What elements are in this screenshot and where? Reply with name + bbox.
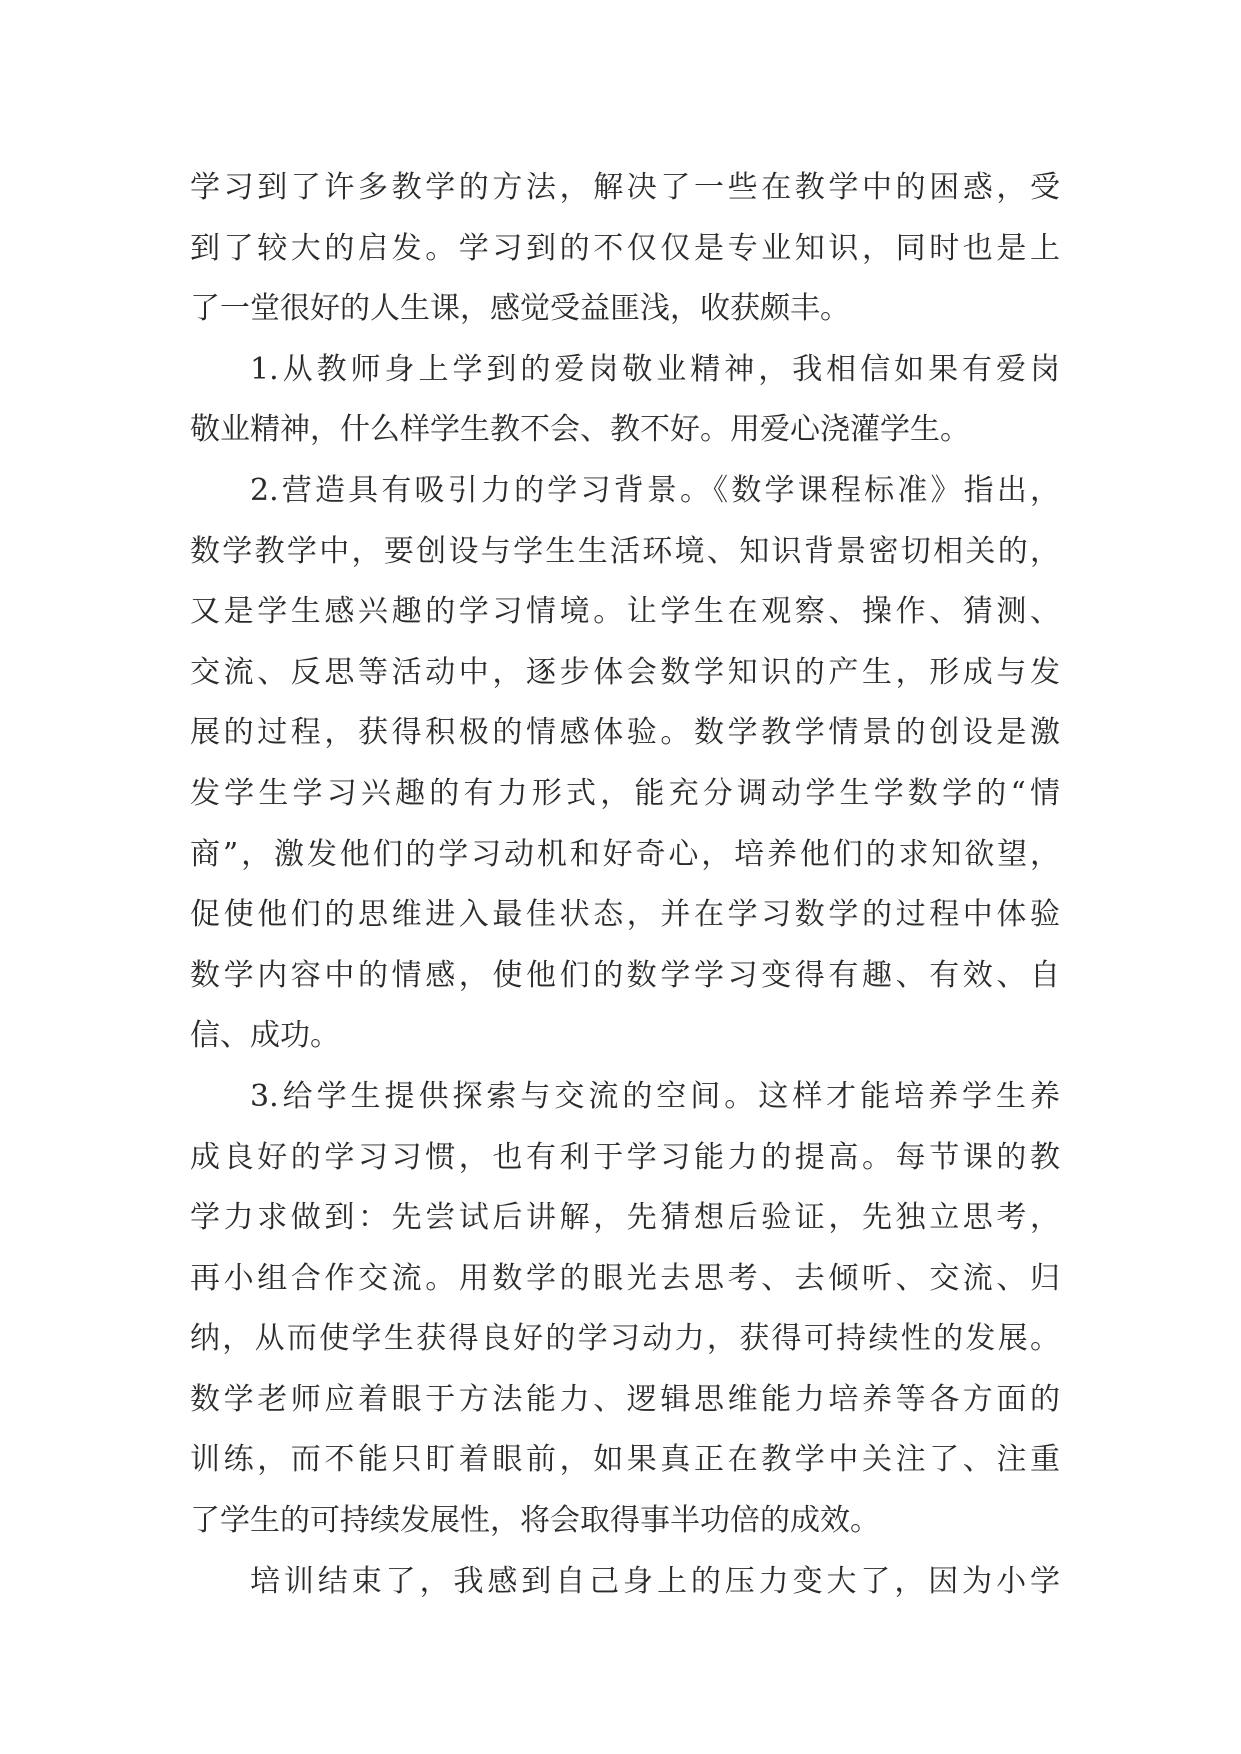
text-line: 学力求做到：先尝试后讲解，先猜想后验证，先独立思考， — [190, 1200, 1060, 1236]
text-line: 展的过程，获得积极的情感体验。数学教学情景的创设是激 — [190, 715, 1060, 751]
text-line: 再小组合作交流。用数学的眼光去思考、去倾听、交流、归 — [190, 1260, 1060, 1296]
text-line: 信、成功。 — [190, 1018, 340, 1054]
text-line: 发学生学习兴趣的有力形式，能充分调动学生学数学的“情 — [190, 775, 1060, 811]
text-line: 数学教学中，要创设与学生生活环境、知识背景密切相关的， — [190, 533, 1060, 569]
text-line: 3.给学生提供探索与交流的空间。这样才能培养学生养 — [250, 1078, 1060, 1114]
text-line: 训练，而不能只盯着眼前，如果真正在教学中关注了、注重 — [190, 1442, 1060, 1478]
text-line: 了学生的可持续发展性，将会取得事半功倍的成效。 — [190, 1503, 880, 1539]
text-line: 商”，激发他们的学习动机和好奇心，培养他们的求知欲望， — [190, 836, 1060, 872]
document-body — [190, 158, 1060, 1612]
text-line: 学习到了许多教学的方法，解决了一些在教学中的困惑，受 — [190, 170, 1060, 205]
text-line: 2.营造具有吸引力的学习背景。《数学课程标准》指出， — [250, 472, 1060, 508]
text-line: 成良好的学习习惯，也有利于学习能力的提高。每节课的教 — [190, 1139, 1060, 1175]
text-line: 促使他们的思维进入最佳状态，并在学习数学的过程中体验 — [190, 897, 1060, 933]
text-line: 培训结束了，我感到自己身上的压力变大了，因为小学 — [250, 1563, 1060, 1599]
text-line: 交流、反思等活动中，逐步体会数学知识的产生，形成与发 — [190, 654, 1060, 690]
text-line: 数学老师应着眼于方法能力、逻辑思维能力培养等各方面的 — [190, 1381, 1060, 1417]
text-line: 了一堂很好的人生课，感觉受益匪浅，收获颇丰。 — [190, 291, 850, 327]
text-line: 敬业精神，什么样学生教不会、教不好。用爱心浇灌学生。 — [190, 412, 970, 448]
text-line: 纳，从而使学生获得良好的学习动力，获得可持续性的发展。 — [190, 1321, 1060, 1357]
text-line: 到了较大的启发。学习到的不仅仅是专业知识，同时也是上 — [190, 230, 1060, 266]
text-line: 1.从教师身上学到的爱岗敬业精神，我相信如果有爱岗 — [250, 351, 1060, 387]
text-line: 又是学生感兴趣的学习情境。让学生在观察、操作、猜测、 — [190, 594, 1060, 630]
text-line: 数学内容中的情感，使他们的数学学习变得有趣、有效、自 — [190, 957, 1060, 993]
